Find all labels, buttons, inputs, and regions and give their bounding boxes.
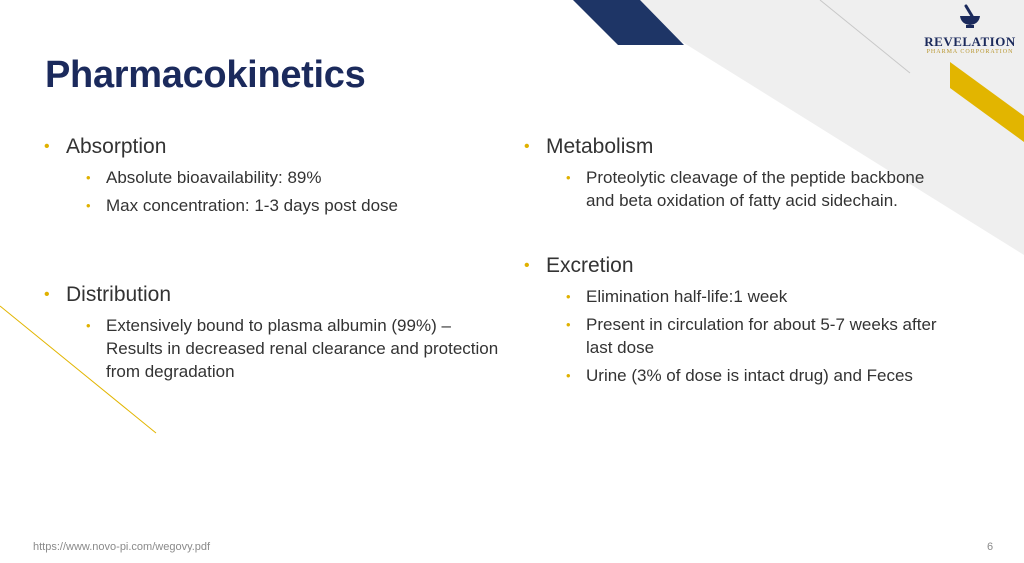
bullet-icon: •	[566, 368, 571, 383]
sub-bullet	[566, 166, 954, 212]
bullet-text: Proteolytic cleavage of the peptide backbone and beta oxidation of fatty acid sidechain.	[586, 168, 925, 210]
sub-bullet	[566, 285, 954, 308]
bullet-text: Max concentration: 1-3 days post dose	[106, 196, 398, 215]
company-logo	[920, 4, 1020, 55]
heading-distribution: Distribution	[66, 283, 172, 306]
bullet-icon: •	[566, 317, 571, 332]
logo-name: REVELATION	[924, 34, 1016, 49]
bullet-text: Present in circulation for about 5-7 weeks after last dose	[586, 315, 937, 357]
source-url[interactable]: https://www.novo-pi.com/wegovy.pdf	[33, 541, 211, 553]
logo-subtitle: PHARMA CORPORATION	[926, 49, 1014, 55]
bullet-icon: •	[566, 289, 571, 304]
bullet-heading	[44, 281, 504, 309]
excretion-section	[524, 252, 954, 387]
bullet-heading	[44, 133, 504, 161]
bullet-heading	[524, 252, 954, 280]
slide-title: Pharmacokinetics	[45, 54, 366, 96]
bullet-icon: •	[524, 138, 530, 155]
page-number: 6	[987, 541, 994, 553]
bullet-text: Absolute bioavailability: 89%	[106, 168, 322, 187]
bullet-icon: •	[86, 318, 91, 333]
bullet-icon: •	[44, 138, 50, 155]
bullet-icon: •	[86, 170, 91, 185]
heading-metabolism: Metabolism	[546, 135, 654, 158]
bullet-text: Elimination half-life:1 week	[586, 287, 788, 306]
sub-bullet	[86, 194, 504, 217]
bullet-text: Urine (3% of dose is intact drug) and Feces	[586, 366, 913, 385]
bullet-text: Extensively bound to plasma albumin (99%) – Results in decreased renal clearance and protection from degradation	[106, 316, 499, 381]
metabolism-section	[524, 133, 954, 212]
bullet-icon: •	[44, 286, 50, 303]
distribution-section	[44, 281, 504, 383]
sub-bullet	[566, 364, 954, 387]
bullet-icon: •	[566, 170, 571, 185]
bullet-heading	[524, 133, 954, 161]
mortar-pestle-icon	[957, 4, 983, 30]
heading-absorption: Absorption	[66, 135, 167, 158]
absorption-section	[44, 133, 504, 217]
sub-bullet	[86, 166, 504, 189]
right-column	[524, 133, 954, 387]
bullet-icon: •	[86, 198, 91, 213]
sub-bullet	[86, 314, 504, 383]
sub-bullet	[566, 313, 954, 359]
heading-excretion: Excretion	[546, 254, 634, 277]
bullet-icon: •	[524, 257, 530, 274]
left-column	[44, 133, 504, 383]
